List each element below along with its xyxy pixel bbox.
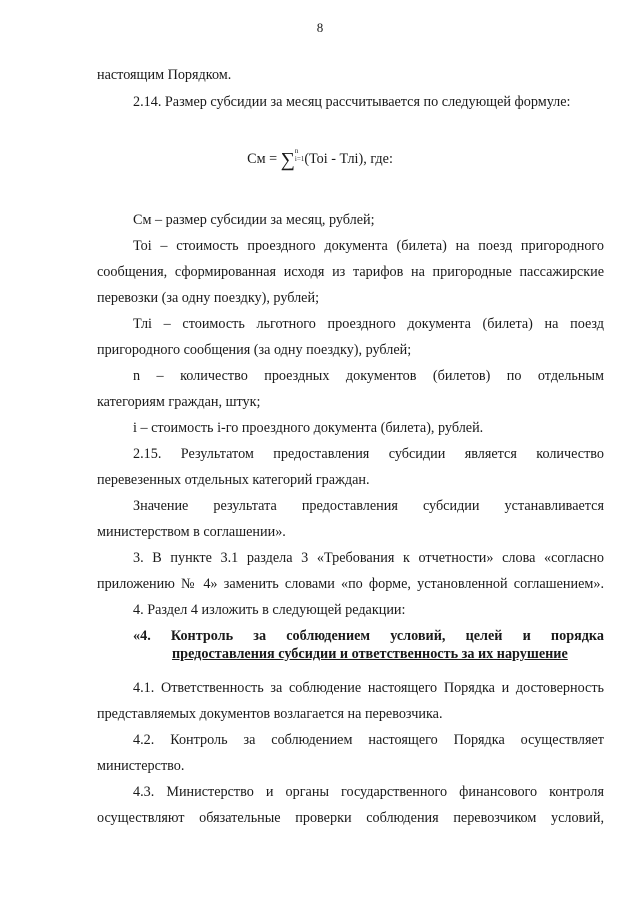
sum-upper: n: [294, 147, 299, 155]
text-line: 4. Раздел 4 изложить в следующей редакции:: [133, 602, 406, 618]
text-line: Значение результата предоставления субсидии устанавливается: [133, 498, 604, 514]
text-line: пригородного сообщения (за одну поездку), рублей;: [97, 342, 412, 358]
text-line: 4.1. Ответственность за соблюдение настоящего Порядка и достоверность: [133, 680, 604, 696]
text-line: перевезенных отдельных категорий граждан.: [97, 472, 370, 488]
text-line: 2.15. Результатом предоставления субсидии является количество: [133, 446, 604, 462]
text-line: осуществляют обязательные проверки соблюдения перевозчиком условий,: [97, 810, 604, 826]
text-line: См – размер субсидии за месяц, рублей;: [133, 212, 375, 228]
formula-body: (Тоi - Тлi): [304, 151, 364, 167]
text-line: n – количество проездных документов (билетов) по отдельным: [133, 368, 604, 384]
text-line: представляемых документов возлагается на перевозчика.: [97, 706, 443, 722]
text-line: 3. В пункте 3.1 раздела 3 «Требования к отчетности» слова «согласно: [133, 550, 604, 566]
sum-lower: i=1: [294, 155, 305, 163]
text-line: сообщения, сформированная исходя из тарифов на пригородные пассажирские: [97, 264, 604, 280]
section-heading-line-2: [172, 645, 568, 663]
text-line: Тоi – стоимость проездного документа (билета) на поезд пригородного: [133, 238, 604, 254]
text-line: настоящим Порядком.: [97, 67, 232, 83]
text-line: 4.2. Контроль за соблюдением настоящего Порядка осуществляет: [133, 732, 604, 748]
text-line: министерство.: [97, 758, 185, 774]
formula-suffix: , где:: [363, 151, 393, 167]
text-line: Тлi – стоимость льготного проездного документа (билета) на поезд: [133, 316, 604, 332]
text-line: приложению № 4» заменить словами «по форме, установленной соглашением».: [97, 576, 604, 592]
text-line: 4.3. Министерство и органы государственного финансового контроля: [133, 784, 604, 800]
text-line: 2.14. Размер субсидии за месяц рассчитывается по следующей формуле:: [133, 94, 571, 110]
page-number: 8: [316, 20, 324, 35]
text-line: i – стоимость i-го проездного документа (билета), рублей.: [133, 420, 484, 436]
sum-limits: [295, 147, 304, 163]
section-heading-line-1: «4. Контроль за соблюдением условий, целей и порядка: [133, 628, 604, 644]
text-line: министерством в соглашении».: [97, 524, 286, 540]
formula: [0, 147, 640, 171]
section-heading-text: предоставления субсидии и ответственность за их нарушение: [172, 646, 568, 662]
text-line: перевозки (за одну поездку), рублей;: [97, 290, 320, 306]
sigma-symbol: ∑: [280, 149, 295, 171]
formula-lhs: См =: [247, 151, 281, 167]
text-line: категориям граждан, штук;: [97, 394, 261, 410]
